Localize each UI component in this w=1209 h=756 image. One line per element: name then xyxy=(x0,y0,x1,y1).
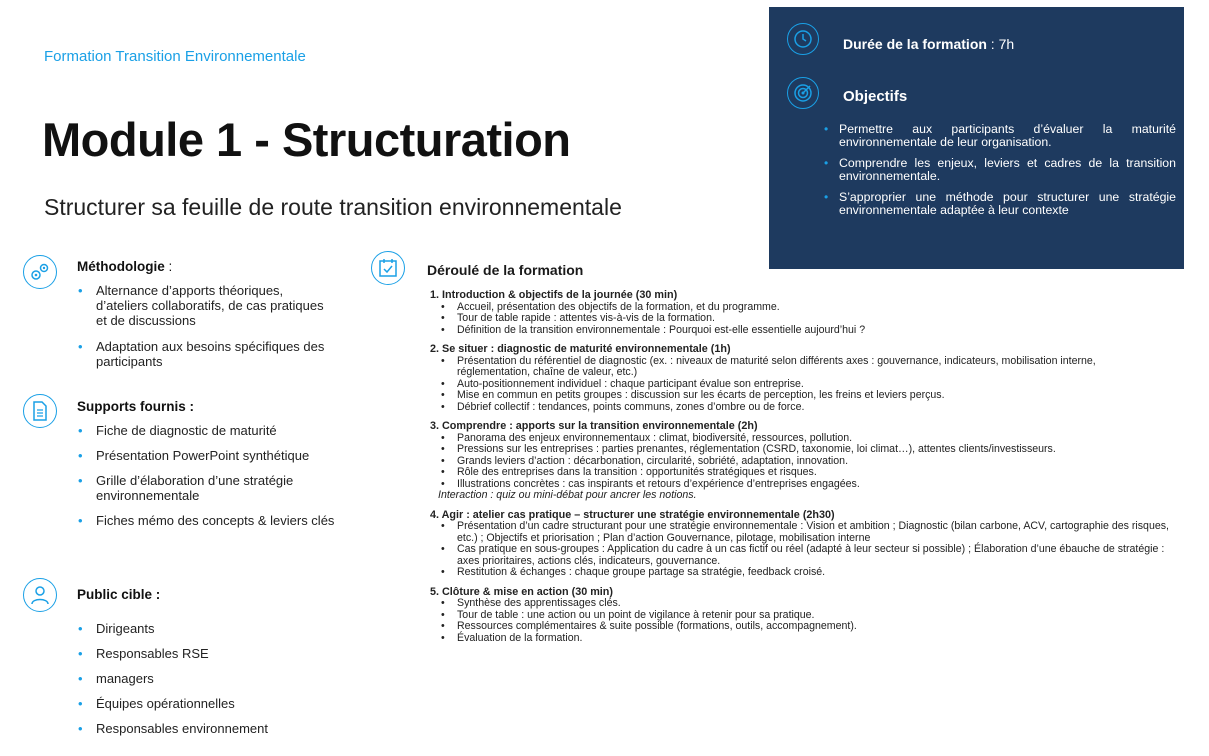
program-part-title: 3. Comprendre : apports sur la transition environnementale (2h) xyxy=(430,420,758,432)
program-item: • Définition de la transition environnementale : Pourquoi est-elle essentielle aujourd’hui ? xyxy=(430,325,1170,337)
clock-icon xyxy=(787,23,819,55)
info-box xyxy=(769,7,1184,269)
program-item: • Auto-positionnement individuel : chaque participant évalue son entreprise. xyxy=(430,379,1170,391)
objectif-item: • Comprendre les enjeux, leviers et cadres de la transition environnementale. xyxy=(824,157,1176,182)
supports-item: • Fiche de diagnostic de maturité xyxy=(78,423,348,438)
program-item: • Rôle des entreprises dans la transition : opportunités stratégiques et risques. xyxy=(430,467,1170,479)
program-part xyxy=(430,344,1170,413)
program-item: • Accueil, présentation des objectifs de la formation, et du programme. xyxy=(430,302,1170,314)
methodologie-title xyxy=(77,259,172,274)
supports-title: Supports fournis : xyxy=(77,399,194,414)
program-item: • Mise en commun en petits groupes : discussion sur les écarts de perception, les freins et leviers perçus. xyxy=(430,390,1170,402)
program-item: • Ressources complémentaires & suite possible (formations, outils, accompagnement). xyxy=(430,621,1170,633)
program-part-title: 1. Introduction & objectifs de la journée (30 min) xyxy=(430,289,678,301)
methodologie-item: • Alternance d’apports théoriques, d’ateliers collaboratifs, de cas pratiques et de discussions xyxy=(78,283,338,328)
objectifs-list xyxy=(824,123,1176,225)
program-item: • Tour de table : une action ou un point de vigilance à retenir pour sa pratique. xyxy=(430,610,1170,622)
public-list xyxy=(78,621,348,746)
formation-label: Formation Transition Environnementale xyxy=(44,48,306,65)
program-part-title: 4. Agir : atelier cas pratique – structurer une stratégie environnementale (2h30) xyxy=(430,508,835,521)
gears-icon xyxy=(23,255,57,289)
objectif-item: • S’approprier une méthode pour structurer une stratégie environnementale adaptée à leur contexte xyxy=(824,191,1176,216)
supports-list xyxy=(78,423,348,538)
methodologie-list xyxy=(78,283,338,380)
program-part xyxy=(430,421,1170,502)
public-title: Public cible : xyxy=(77,587,161,602)
public-item: • Responsables environnement xyxy=(78,721,348,736)
program-part-list xyxy=(430,302,1170,337)
program-part xyxy=(430,290,1170,336)
program-part-list xyxy=(430,356,1170,414)
supports-item: • Présentation PowerPoint synthétique xyxy=(78,448,348,463)
program-item: • Synthèse des apprentissages clés. xyxy=(430,598,1170,610)
program-item: • Évaluation de la formation. xyxy=(430,633,1170,645)
program-note: Interaction : quiz ou mini-débat pour ancrer les notions. xyxy=(438,489,697,501)
program-part-list xyxy=(430,598,1170,644)
methodologie-item: • Adaptation aux besoins spécifiques des participants xyxy=(78,339,338,369)
duration-label: Durée de la formation xyxy=(843,36,987,52)
target-icon xyxy=(787,77,819,109)
program-item: • Débrief collectif : tendances, points communs, zones d’ombre ou de force. xyxy=(430,402,1170,414)
supports-item: • Fiches mémo des concepts & leviers clés xyxy=(78,513,348,528)
public-item: • managers xyxy=(78,671,348,686)
user-icon xyxy=(23,578,57,612)
program-title: Déroulé de la formation xyxy=(427,262,584,278)
public-item: • Équipes opérationnelles xyxy=(78,696,348,711)
supports-item: • Grille d’élaboration d’une stratégie environnementale xyxy=(78,473,348,503)
page-subtitle: Structurer sa feuille de route transition environnementale xyxy=(44,194,622,220)
objectifs-heading: Objectifs xyxy=(843,88,908,105)
objectif-item: • Permettre aux participants d’évaluer la maturité environnementale de leur organisation. xyxy=(824,123,1176,148)
program-item: • Présentation d’un cadre structurant pour une stratégie environnementale : Vision et ambition ; Diagnostic (bilan carbone, ACV, cartographie des risques, etc.) ; Objectifs et priorisation ; Plan d’action Gouvernance, pilotage, mobilisation interne xyxy=(430,521,1170,544)
calendar-check-icon xyxy=(371,251,405,285)
program-item: • Tour de table rapide : attentes vis-à-vis de la formation. xyxy=(430,313,1170,325)
methodologie-title-suffix: : xyxy=(164,259,173,274)
program-part-list xyxy=(430,521,1170,579)
program-item: • Illustrations concrètes : cas inspirants et retours d’expérience d’entreprises engagées. xyxy=(430,479,1170,491)
program-item: • Présentation du référentiel de diagnostic (ex. : niveaux de maturité selon différents axes : gouvernance, indicateurs, mobilisation interne, réglementation, chaîne de valeur, etc.) xyxy=(430,356,1170,379)
program-part-title: 2. Se situer : diagnostic de maturité environnementale (1h) xyxy=(430,343,731,355)
program-item: • Restitution & échanges : chaque groupe partage sa stratégie, feedback croisé. xyxy=(430,567,1170,579)
program-part-title: 5. Clôture & mise en action (30 min) xyxy=(430,585,613,598)
program-part xyxy=(430,510,1170,579)
program-item: • Pressions sur les entreprises : parties prenantes, réglementation (CSRD, taxonomie, loi climat…), attentes clients/investisseurs. xyxy=(430,444,1170,456)
duration-line xyxy=(843,36,1014,52)
methodologie-title-text: Méthodologie xyxy=(77,259,165,274)
program-content xyxy=(430,290,1170,652)
page-title: Module 1 - Structuration xyxy=(42,113,571,166)
program-item: • Cas pratique en sous-groupes : Application du cadre à un cas fictif ou réel (adapté à leur secteur si possible) ; Élaboration d’une ébauche de stratégie : axes prioritaires, actions clés, indicateurs, gouvernance. xyxy=(430,544,1170,567)
program-item: • Grands leviers d’action : décarbonation, circularité, sobriété, adaptation, innovation. xyxy=(430,456,1170,468)
program-part xyxy=(430,587,1170,645)
document-icon xyxy=(23,394,57,428)
program-item: • Panorama des enjeux environnementaux : climat, biodiversité, ressources, pollution. xyxy=(430,433,1170,445)
duration-value: : 7h xyxy=(986,36,1015,52)
public-item: • Responsables RSE xyxy=(78,646,348,661)
program-part-list xyxy=(430,433,1170,491)
public-item: • Dirigeants xyxy=(78,621,348,636)
